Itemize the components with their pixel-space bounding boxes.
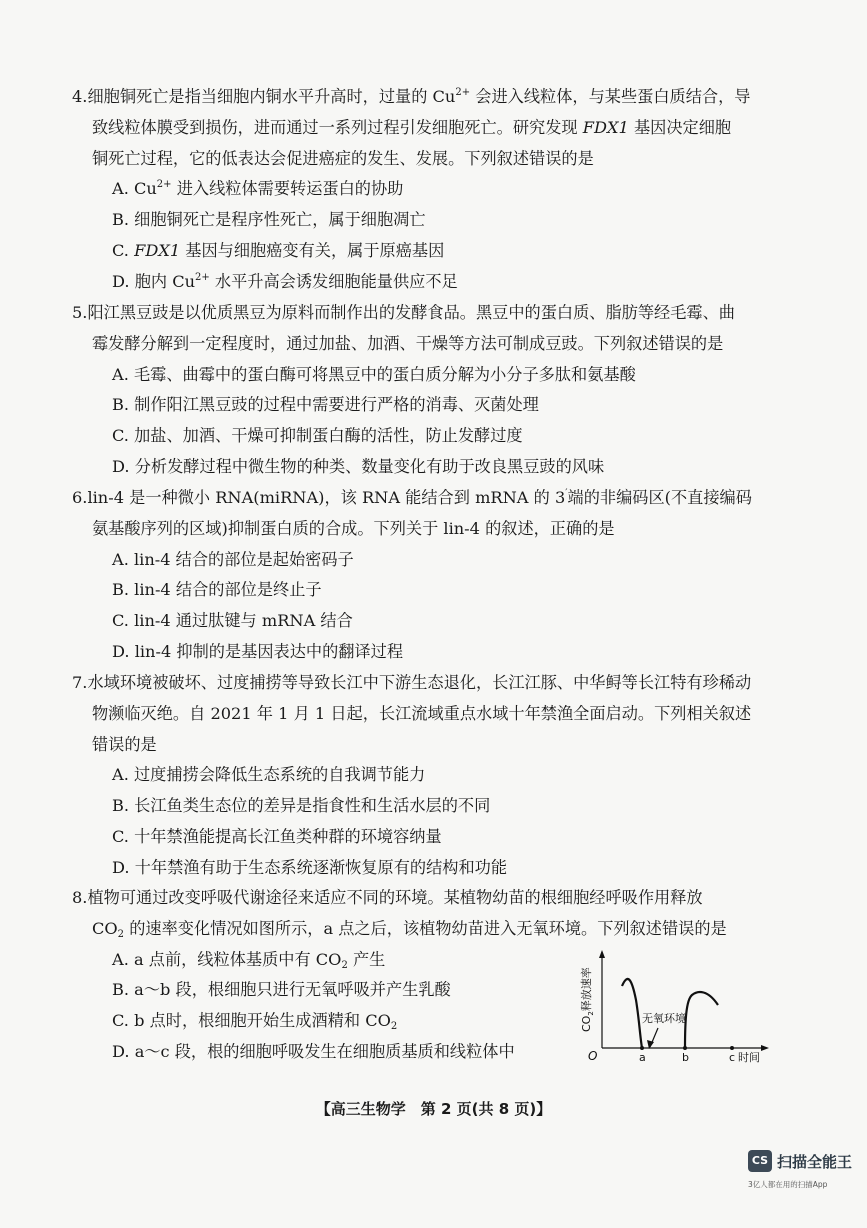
- option-a: A. $Cu^{2+}$ 进入线粒体需要转运蛋白的协助: [112, 179, 404, 199]
- question-stem-line: 错误的是: [92, 734, 157, 754]
- option-d: D. 十年禁渔有助于生态系统逐渐恢复原有的结构和功能: [112, 857, 508, 877]
- tick-label-a: a: [639, 1051, 646, 1064]
- question-stem-line: 氨基酸序列的区域)抑制蛋白质的合成。下列关于 lin-4 的叙述，正确的是: [92, 518, 615, 538]
- option-c: C. b 点时，根细胞开始生成酒精和 $CO_2$: [112, 1011, 398, 1033]
- question-4: [72, 82, 782, 298]
- option-b: B. a～b 段，根细胞只进行无氧呼吸并产生乳酸: [112, 980, 451, 1000]
- curve-before-a: [622, 979, 642, 1048]
- question-stem-line: 铜死亡过程，它的低表达会促进癌症的发生、发展。下列叙述错误的是: [92, 148, 594, 168]
- question-stem-line: 5.阳江黑豆豉是以优质黑豆为原料而制作出的发酵食品。黑豆中的蛋白质、脂肪等经毛霉、曲: [72, 303, 735, 322]
- question-number: 6.: [72, 488, 88, 507]
- tick-label-c: c: [729, 1051, 736, 1064]
- question-stem-line: $CO_2$ 的速率变化情况如图所示，a 点之后，该植物幼苗进入无氧环境。下列叙述错误的是: [92, 918, 727, 940]
- option-c: C. lin-4 通过肽键与 mRNA 结合: [112, 611, 353, 631]
- tick-c-dot: [730, 1046, 734, 1050]
- anaerobic-annotation: 无氧环境: [642, 1012, 686, 1025]
- question-stem-line: 致线粒体膜受到损伤，进而通过一系列过程引发细胞死亡。研究发现 FDX1 基因决定细胞: [92, 117, 732, 137]
- scanner-app-name: 扫描全能王: [777, 1153, 853, 1171]
- scanner-tagline: 3亿人都在用的扫描App: [748, 1180, 828, 1189]
- option-a: A. lin-4 结合的部位是起始密码子: [112, 549, 354, 569]
- question-number: 8.: [72, 888, 88, 907]
- option-b: B. 长江鱼类生态位的差异是指食性和生活水层的不同: [112, 796, 491, 816]
- question-stem-line: 4.细胞铜死亡是指当细胞内铜水平升高时，过量的 $Cu^{2+}$ 会进入线粒体，与某些蛋白质结合，导: [72, 87, 751, 106]
- y-axis-label: $CO_2$释放速率: [580, 967, 595, 1032]
- question-number: 5.: [72, 303, 88, 322]
- question-stem-line: 8.植物可通过改变呼吸代谢途径来适应不同的环境。某植物幼苗的根细胞经呼吸作用释放: [72, 888, 703, 907]
- option-b: B. lin-4 结合的部位是终止子: [112, 580, 322, 600]
- x-axis-label: 时间: [738, 1051, 760, 1064]
- y-axis-arrow-icon: [599, 950, 605, 958]
- x-axis-arrow-icon: [761, 1045, 769, 1051]
- question-7: [72, 668, 782, 884]
- option-d: D. lin-4 抑制的是基因表达中的翻译过程: [112, 641, 404, 661]
- scanner-watermark: [748, 1150, 860, 1214]
- question-stem-line: 霉发酵分解到一定程度时，通过加盐、加酒、干燥等方法可制成豆豉。下列叙述错误的是: [92, 333, 724, 353]
- tick-a-dot: [640, 1046, 644, 1050]
- camscanner-logo-icon: CS: [748, 1150, 772, 1172]
- co2-release-rate-figure: [570, 950, 770, 1065]
- tick-label-b: b: [682, 1051, 689, 1064]
- page-footer: 【高三生物学 第 2 页(共 8 页)】: [315, 1100, 552, 1118]
- question-stem-line: 物濒临灭绝。自 2021 年 1 月 1 日起，长江流域重点水域十年禁渔全面启动。下列相关叙述: [92, 703, 752, 723]
- question-number: 4.: [72, 87, 88, 106]
- option-b: B. 细胞铜死亡是程序性死亡，属于细胞凋亡: [112, 210, 426, 230]
- option-a: A. 过度捕捞会降低生态系统的自我调节能力: [112, 765, 426, 785]
- option-b: B. 制作阳江黑豆豉的过程中需要进行严格的消毒、灭菌处理: [112, 395, 539, 415]
- question-stem-line: 6.lin-4 是一种微小 RNA(miRNA)，该 RNA 能结合到 mRNA 的 3′端的非编码区(不直接编码: [72, 488, 752, 507]
- option-a: A. 毛霉、曲霉中的蛋白酶可将黑豆中的蛋白质分解为小分子多肽和氨基酸: [112, 364, 636, 384]
- option-d: D. a～c 段，根的细胞呼吸发生在细胞质基质和线粒体中: [112, 1041, 515, 1061]
- curve-after-b: [685, 992, 718, 1048]
- tick-b-dot: [683, 1046, 687, 1050]
- option-c: C. 加盐、加酒、干燥可抑制蛋白酶的活性，防止发酵过度: [112, 426, 523, 446]
- option-d: D. 分析发酵过程中微生物的种类、数量变化有助于改良黑豆豉的风味: [112, 456, 605, 476]
- option-a: A. a 点前，线粒体基质中有 $CO_2$ 产生: [112, 949, 386, 971]
- question-stem-line: 7.水域环境被破坏、过度捕捞等导致长江中下游生态退化，长江江豚、中华鲟等长江特有珍稀动: [72, 673, 752, 692]
- option-d: D. 胞内 $Cu^{2+}$ 水平升高会诱发细胞能量供应不足: [112, 271, 458, 291]
- option-c: C. 十年禁渔能提高长江鱼类种群的环境容纳量: [112, 826, 442, 846]
- question-5: [72, 298, 782, 483]
- origin-label: O: [588, 1049, 598, 1063]
- question-number: 7.: [72, 673, 88, 692]
- option-c: C. FDX1 基因与细胞癌变有关，属于原癌基因: [112, 240, 445, 260]
- question-6: [72, 483, 782, 668]
